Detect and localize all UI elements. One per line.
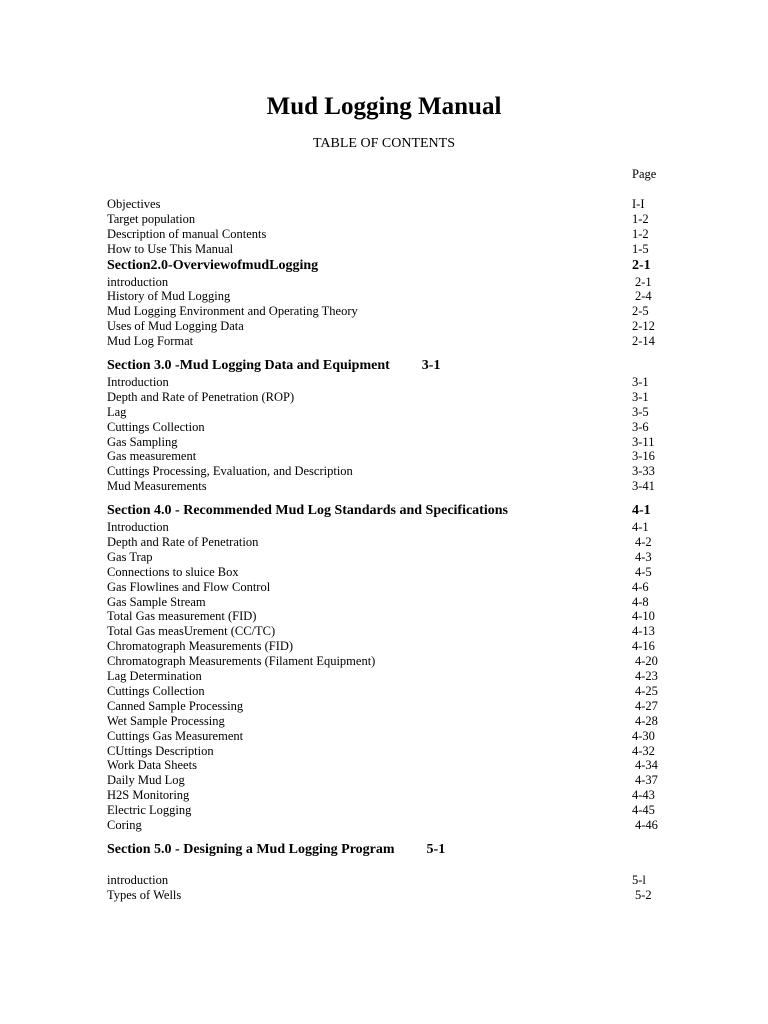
section-4-title: Section 4.0 - Recommended Mud Log Standards and Specifications xyxy=(107,503,508,519)
toc-entry-page: 3-33 xyxy=(632,464,655,479)
toc-entry xyxy=(107,405,687,420)
toc-entry-label: H2S Monitoring xyxy=(107,788,190,803)
toc-entry-page: 4-46 xyxy=(635,817,658,832)
toc-entry-page: 5-l xyxy=(632,872,646,887)
toc-entry-label: Mud Logging Environment and Operating Theory xyxy=(107,304,358,319)
toc-entry-page: 4-37 xyxy=(635,773,658,788)
toc-entry-page: 1-2 xyxy=(632,226,649,241)
toc-entry-label: Mud Log Format xyxy=(107,334,194,349)
toc-entry-page: 4-13 xyxy=(632,624,655,639)
toc-entry-page: 4-8 xyxy=(632,594,649,609)
toc-entry-label: Gas Trap xyxy=(107,549,153,564)
section-3-heading xyxy=(107,357,687,375)
toc-entry-page: 3-5 xyxy=(632,404,649,419)
toc-subtitle: TABLE OF CONTENTS xyxy=(313,136,455,151)
toc-entry-label: Cuttings Collection xyxy=(107,683,205,698)
toc-entry-page: 1-5 xyxy=(632,241,649,256)
toc-entry-label: How to Use This Manual xyxy=(107,241,234,256)
toc-entry-label: Work Data Sheets xyxy=(107,758,197,773)
toc-entry-label: Chromatograph Measurements (Filament Equipment) xyxy=(107,654,376,669)
toc-entry xyxy=(107,595,687,610)
toc-entry xyxy=(107,609,687,624)
toc-entry-page: 4-30 xyxy=(632,728,655,743)
section-2-title: Section2.0-OverviewofmudLogging xyxy=(107,257,319,273)
toc-entry-label: introduction xyxy=(107,274,169,289)
toc-entry-label: Introduction xyxy=(107,375,169,390)
toc-entry xyxy=(107,684,687,699)
toc-entry-page: 4-27 xyxy=(635,698,658,713)
toc-entry xyxy=(107,449,687,464)
toc-entry xyxy=(107,669,687,684)
toc-entry-label: Wet Sample Processing xyxy=(107,713,225,728)
toc-entry-page: 4-1 xyxy=(632,520,649,535)
toc-entry xyxy=(107,550,687,565)
toc-entry xyxy=(107,565,687,580)
toc-entry-label: Gas Sample Stream xyxy=(107,594,206,609)
toc-entry-page: 4-28 xyxy=(635,713,658,728)
toc-entry xyxy=(107,744,687,759)
toc-entry-page: 2-4 xyxy=(635,289,652,304)
toc-entry-label: Uses of Mud Logging Data xyxy=(107,319,244,334)
toc-entry xyxy=(107,803,687,818)
toc-entry xyxy=(107,729,687,744)
toc-entry xyxy=(107,304,687,319)
toc-entry-page: 3-16 xyxy=(632,449,655,464)
toc-entry xyxy=(107,699,687,714)
toc-entry xyxy=(107,624,687,639)
toc-entry-label: Daily Mud Log xyxy=(107,773,185,788)
toc-entry-page: 1-2 xyxy=(632,211,649,226)
toc-entry xyxy=(107,275,687,290)
section-2-heading xyxy=(107,257,687,275)
toc-entry-page: 4-16 xyxy=(632,639,655,654)
toc-entry-page: 4-34 xyxy=(635,758,658,773)
toc-entry xyxy=(107,873,687,888)
toc-entry xyxy=(107,334,687,349)
toc-entry-label: Target population xyxy=(107,211,196,226)
toc-entry-label: Total Gas measurement (FID) xyxy=(107,609,257,624)
toc-entry-page: 3-6 xyxy=(632,419,649,434)
toc-entry xyxy=(107,289,687,304)
toc-entry-page: 4-25 xyxy=(635,683,658,698)
toc-entry-page: 4-3 xyxy=(635,549,652,564)
toc-entry-page: 3-1 xyxy=(632,389,649,404)
toc-entry xyxy=(107,714,687,729)
toc-entry-label: Cuttings Gas Measurement xyxy=(107,728,244,743)
document-title: Mud Logging Manual xyxy=(266,93,502,120)
toc-entry-page: 4-23 xyxy=(635,669,658,684)
toc-entry-page: 2-1 xyxy=(635,274,652,289)
section-5-title: Section 5.0 - Designing a Mud Logging Program xyxy=(107,841,395,857)
toc-entry xyxy=(107,242,687,257)
toc-entry-label: Mud Measurements xyxy=(107,479,207,494)
toc-entry-label: Cuttings Processing, Evaluation, and Description xyxy=(107,464,353,479)
toc-entry xyxy=(107,520,687,535)
toc-entry xyxy=(107,227,687,242)
toc-entry xyxy=(107,639,687,654)
toc-entry-label: Types of Wells xyxy=(107,887,182,902)
toc-entry-label: Gas Flowlines and Flow Control xyxy=(107,579,271,594)
toc-entry-page: I-I xyxy=(632,197,645,211)
toc-entry-page: 3-11 xyxy=(632,434,655,449)
toc-entry xyxy=(107,888,687,903)
toc-entry xyxy=(107,535,687,550)
toc-entry-label: Gas Sampling xyxy=(107,434,178,449)
toc-entry-label: Depth and Rate of Penetration xyxy=(107,535,259,550)
toc-entry xyxy=(107,818,687,833)
section-5-heading xyxy=(107,841,687,859)
toc-entry xyxy=(107,773,687,788)
toc-entry-label: Lag xyxy=(107,404,127,419)
toc-entry-page: 4-5 xyxy=(635,564,652,579)
toc-entry-page: 2-12 xyxy=(632,319,655,334)
toc-entry-label: Description of manual Contents xyxy=(107,226,267,241)
toc-entry-label: Gas measurement xyxy=(107,449,197,464)
toc-entry-page: 4-43 xyxy=(632,788,655,803)
toc-entry-label: History of Mud Logging xyxy=(107,289,231,304)
toc-entry xyxy=(107,654,687,669)
toc-entry xyxy=(107,197,687,212)
toc-entry xyxy=(107,390,687,405)
toc-entry-label: introduction xyxy=(107,872,169,887)
toc-entry-label: Depth and Rate of Penetration (ROP) xyxy=(107,389,295,404)
toc-front-matter xyxy=(107,197,687,903)
toc-entry-page: 4-10 xyxy=(632,609,655,624)
toc-entry xyxy=(107,788,687,803)
toc-entry-label: Coring xyxy=(107,817,142,832)
toc-entry-page: 3-41 xyxy=(632,479,655,494)
toc-entry xyxy=(107,758,687,773)
page-column-header: Page xyxy=(632,167,657,181)
toc-entry-page: 2-5 xyxy=(632,304,649,319)
toc-entry xyxy=(107,580,687,595)
section-3-title: Section 3.0 -Mud Logging Data and Equipment xyxy=(107,358,390,374)
toc-entry-page: 4-32 xyxy=(632,743,655,758)
section-4-page: 4-1 xyxy=(632,503,651,519)
toc-entry xyxy=(107,435,687,450)
toc-entry-label: CUttings Description xyxy=(107,743,214,758)
toc-entry xyxy=(107,212,687,227)
toc-entry-label: Introduction xyxy=(107,520,169,535)
toc-entry-page: 5-2 xyxy=(635,887,652,902)
toc-entry-label: Electric Logging xyxy=(107,803,192,818)
toc-entry-page: 4-2 xyxy=(635,535,652,550)
toc-entry-label: Objectives xyxy=(107,197,161,211)
section-4-heading xyxy=(107,502,687,520)
toc-entry-page: 4-6 xyxy=(632,579,649,594)
section-5-page: 5-1 xyxy=(426,841,446,857)
toc-entry-page: 2-14 xyxy=(632,334,655,349)
toc-entry-label: Connections to sluice Box xyxy=(107,564,239,579)
section-3-page: 3-1 xyxy=(421,358,441,374)
toc-entry-page: 4-20 xyxy=(635,654,658,669)
toc-entry-label: Lag Determination xyxy=(107,669,202,684)
toc-entry xyxy=(107,464,687,479)
toc-entry-page: 3-1 xyxy=(632,375,649,390)
toc-entry xyxy=(107,375,687,390)
toc-entry-page: 4-45 xyxy=(632,803,655,818)
toc-entry xyxy=(107,319,687,334)
section-2-page: 2-1 xyxy=(632,257,651,273)
toc-entry-label: Chromatograph Measurements (FID) xyxy=(107,639,294,654)
toc-entry-label: Total Gas measUrement (CC/TC) xyxy=(107,624,276,639)
toc-entry-label: Canned Sample Processing xyxy=(107,698,244,713)
toc-entry-label: Cuttings Collection xyxy=(107,419,205,434)
toc-entry xyxy=(107,420,687,435)
toc-entry xyxy=(107,479,687,494)
